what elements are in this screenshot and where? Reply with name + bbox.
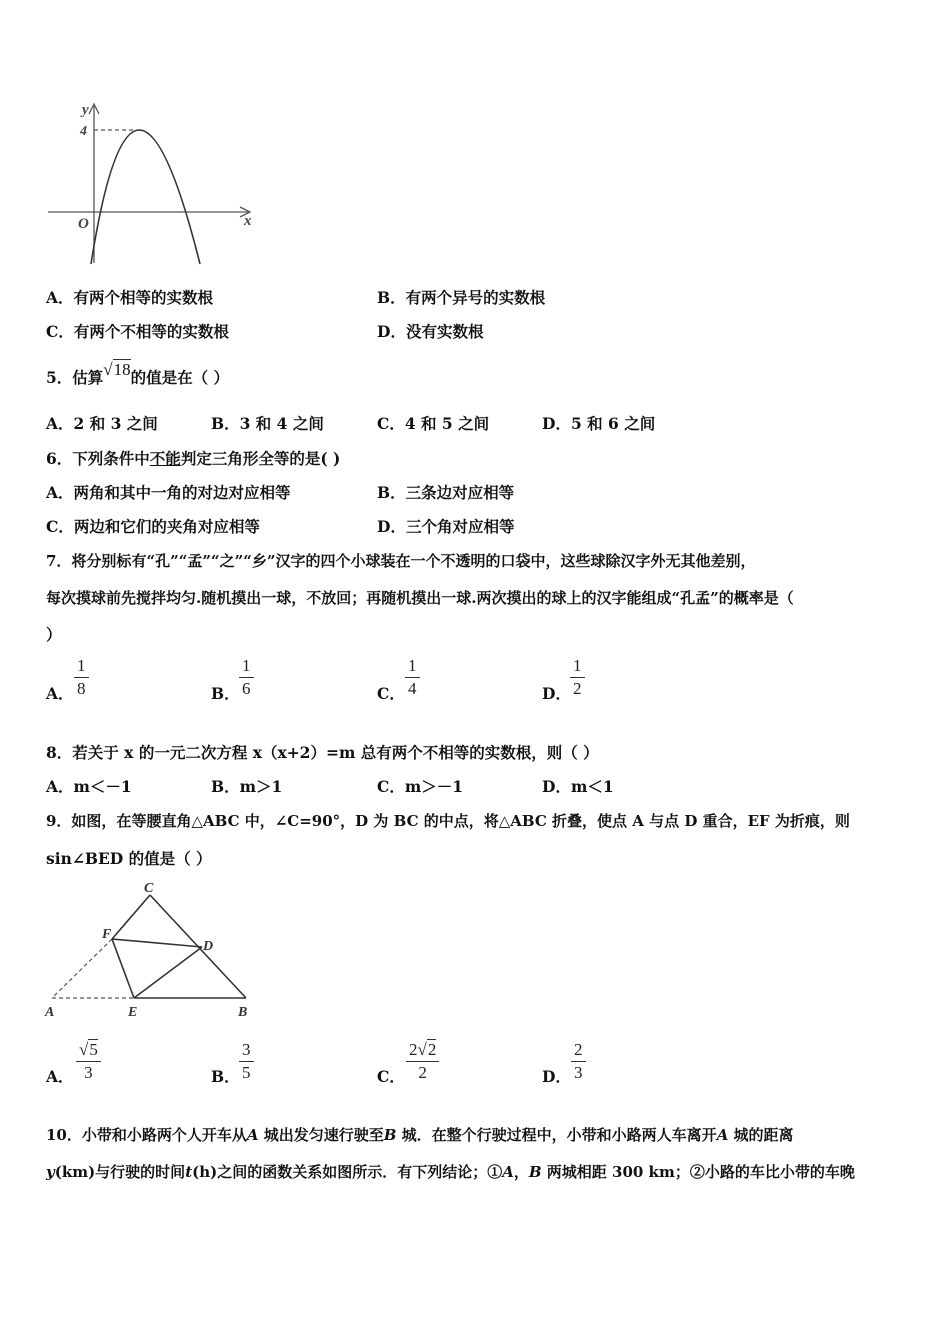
q7-line3: ） bbox=[46, 625, 62, 644]
q7-c-denominator: 4 bbox=[408, 679, 417, 698]
q7-option-b-fraction[interactable] bbox=[239, 657, 254, 698]
q9-c-numerator: 2√2 bbox=[406, 1041, 439, 1062]
q7-option-a-fraction[interactable] bbox=[74, 657, 89, 698]
q9-option-a-fraction[interactable] bbox=[76, 1041, 101, 1082]
q6-option-b[interactable]: B．三条边对应相等 bbox=[377, 483, 515, 502]
q10-line1-b: 城出发匀速行驶至 bbox=[258, 1126, 384, 1144]
q9-a-numerator: √5 bbox=[76, 1041, 101, 1062]
q6-stem-underlined: 不能 bbox=[149, 449, 181, 468]
q8-option-d[interactable]: D．m＜1 bbox=[542, 777, 614, 796]
label-b: B bbox=[238, 1005, 248, 1020]
q4-option-d[interactable]: D．没有实数根 bbox=[377, 322, 484, 341]
vertex-value-label: 4 bbox=[80, 124, 87, 139]
q9-a-denominator: 3 bbox=[84, 1063, 93, 1082]
q10-line2 bbox=[46, 1161, 855, 1182]
q5-prefix: 5．估算 bbox=[46, 368, 104, 387]
q9-b-denominator: 5 bbox=[242, 1063, 251, 1082]
q10-line1-a: 10．小带和小路两个人开车从 bbox=[46, 1126, 247, 1144]
q10-line2-c: ， bbox=[513, 1163, 529, 1181]
q7-d-denominator: 2 bbox=[573, 679, 582, 698]
q9-option-d-fraction[interactable] bbox=[571, 1041, 586, 1082]
q9-line2: sin∠BED 的值是（ ） bbox=[46, 849, 212, 868]
segment-ca bbox=[112, 895, 150, 939]
origin-label: O bbox=[78, 216, 89, 232]
q10-line2-d: 两城相距 300 km；②小路的车比小带的车晚 bbox=[541, 1163, 855, 1181]
q7-c-numerator: 1 bbox=[405, 657, 420, 678]
q7-option-d-label[interactable]: D． bbox=[542, 684, 571, 703]
y-axis-label: y bbox=[82, 102, 89, 118]
q5-option-c[interactable]: C．4 和 5 之间 bbox=[377, 414, 490, 433]
q8-option-b[interactable]: B．m＞1 bbox=[211, 777, 283, 796]
triangle-fold-figure bbox=[40, 880, 260, 1025]
q10-line2-t: t bbox=[185, 1163, 193, 1181]
q10-line2-city-a: A bbox=[502, 1163, 514, 1181]
segment-fd bbox=[112, 939, 202, 947]
q10-line2-y: y bbox=[46, 1163, 55, 1181]
q9-c-radicand: 2 bbox=[427, 1040, 437, 1059]
q7-option-a-label[interactable]: A． bbox=[46, 684, 74, 703]
q9-option-b-fraction[interactable] bbox=[239, 1041, 254, 1082]
label-c: C bbox=[144, 881, 154, 896]
x-axis-label: x bbox=[244, 213, 252, 229]
segment-fa-dashed bbox=[52, 939, 112, 998]
q7-a-denominator: 8 bbox=[77, 679, 86, 698]
q7-d-numerator: 1 bbox=[570, 657, 585, 678]
q6-option-d[interactable]: D．三个角对应相等 bbox=[377, 517, 515, 536]
q7-line2: 每次摸球前先搅拌均匀.随机摸出一球，不放回；再随机摸出一球.两次摸出的球上的汉字能组成“孔孟”的概率是（ bbox=[46, 589, 794, 607]
q10-line1-city-a2: A bbox=[716, 1126, 729, 1144]
q9-option-c-label[interactable]: C． bbox=[377, 1067, 405, 1086]
q10-line1-c: 城．在整个行驶过程中，小带和小路两人车离开 bbox=[396, 1126, 717, 1144]
q7-option-d-fraction[interactable] bbox=[570, 657, 585, 698]
q9-line1: 9．如图，在等腰直角△ABC 中，∠C=90°，D 为 BC 的中点，将△ABC 折叠，使点 A 与点 D 重合，EF 为折痕，则 bbox=[46, 812, 850, 830]
segment-fe bbox=[112, 939, 134, 998]
label-d: D bbox=[203, 939, 214, 954]
q10-line1 bbox=[46, 1124, 794, 1145]
q10-line2-city-b: B bbox=[528, 1163, 542, 1181]
q5-option-a[interactable]: A．2 和 3 之间 bbox=[46, 414, 158, 433]
q7-b-numerator: 1 bbox=[239, 657, 254, 678]
q9-c-coefficient: 2 bbox=[409, 1040, 418, 1059]
q6-option-a[interactable]: A．两角和其中一角的对边对应相等 bbox=[46, 483, 291, 502]
q10-line1-city-a: A bbox=[246, 1126, 259, 1144]
q6-stem-after: 判定三角形全等的是( ) bbox=[180, 449, 341, 468]
q6-option-c[interactable]: C．两边和它们的夹角对应相等 bbox=[46, 517, 260, 536]
q5-radicand: 18 bbox=[113, 360, 131, 379]
q10-line1-city-b: B bbox=[383, 1126, 397, 1144]
q7-a-numerator: 1 bbox=[74, 657, 89, 678]
q5-suffix: 的值是在（ ） bbox=[130, 368, 230, 387]
q7-option-c-label[interactable]: C． bbox=[377, 684, 405, 703]
parabola-graph bbox=[40, 98, 270, 268]
q7-option-b-label[interactable]: B． bbox=[211, 684, 240, 703]
label-f: F bbox=[102, 927, 112, 942]
q10-line2-b: (h)之间的函数关系如图所示．有下列结论；① bbox=[192, 1163, 503, 1181]
q10-line1-d: 城的距离 bbox=[728, 1126, 794, 1144]
parabola-curve bbox=[91, 130, 200, 264]
q5-option-b[interactable]: B．3 和 4 之间 bbox=[211, 414, 324, 433]
q8-stem: 8．若关于 x 的一元二次方程 x（x+2）=m 总有两个不相等的实数根，则（ ） bbox=[46, 743, 599, 762]
q4-option-c[interactable]: C．有两个不相等的实数根 bbox=[46, 322, 229, 341]
q7-line1: 7．将分别标有“孔”“孟”“之”“乡”汉字的四个小球装在一个不透明的口袋中，这些球除汉字外无其他差别， bbox=[46, 552, 756, 570]
q9-option-c-fraction[interactable] bbox=[406, 1041, 439, 1082]
q8-option-c[interactable]: C．m＞－1 bbox=[377, 777, 464, 796]
q9-a-radicand: 5 bbox=[89, 1040, 98, 1059]
q5-option-d[interactable]: D．5 和 6 之间 bbox=[542, 414, 656, 433]
segment-ed bbox=[134, 947, 202, 998]
q10-line2-a: (km)与行驶的时间 bbox=[54, 1163, 186, 1181]
q4-option-a[interactable]: A．有两个相等的实数根 bbox=[46, 288, 214, 307]
label-a: A bbox=[45, 1005, 55, 1020]
q9-option-a-label[interactable]: A． bbox=[46, 1067, 74, 1086]
q4-option-b[interactable]: B．有两个异号的实数根 bbox=[377, 288, 546, 307]
q9-option-d-label[interactable]: D． bbox=[542, 1067, 571, 1086]
q9-b-numerator: 3 bbox=[239, 1041, 254, 1062]
q7-option-c-fraction[interactable] bbox=[405, 657, 420, 698]
q8-option-a[interactable]: A．m＜－1 bbox=[46, 777, 132, 796]
q5-sqrt: √18 bbox=[103, 360, 131, 379]
q9-c-denominator: 2 bbox=[418, 1063, 427, 1082]
q5-stem bbox=[46, 360, 230, 388]
q7-b-denominator: 6 bbox=[242, 679, 251, 698]
q9-d-denominator: 3 bbox=[574, 1063, 583, 1082]
q6-stem-before: 6．下列条件中 bbox=[46, 449, 150, 468]
q9-d-numerator: 2 bbox=[571, 1041, 586, 1062]
q9-option-b-label[interactable]: B． bbox=[211, 1067, 240, 1086]
label-e: E bbox=[128, 1005, 138, 1020]
q6-stem bbox=[46, 447, 340, 469]
